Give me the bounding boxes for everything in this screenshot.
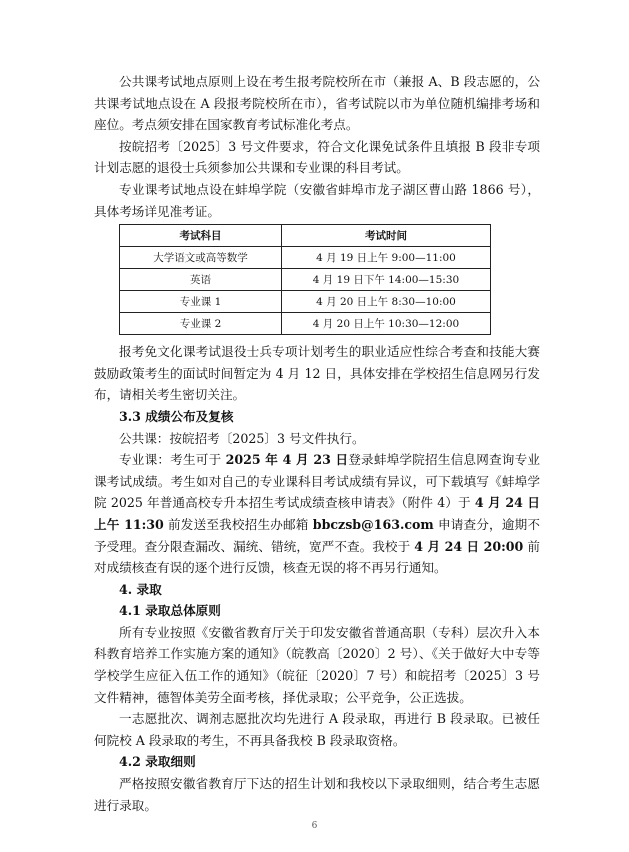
table-header-time: 考试时间 [282, 225, 491, 247]
paragraph-public-course-scores: 公共课：按皖招考〔2025〕3 号文件执行。 [119, 430, 365, 446]
score-text-1: 专业课：考生可于 [119, 452, 226, 468]
section-heading-4-2: 4.2 录取细则 [119, 754, 196, 770]
table-cell-subject: 英语 [120, 269, 282, 291]
paragraph-admission-order: 一志愿批次、调剂志愿批次均先进行 A 段录取，再进行 B 段录取。已被任何院校 A 段录取的考生，不再具备我校 B 段录取资格。 [94, 711, 540, 748]
table-cell-subject: 专业课 1 [120, 291, 282, 313]
section-heading-4: 4. 录取 [119, 581, 162, 597]
paragraph-admission-rules: 严格按照安徽省教育厅下达的招生计划和我校以下录取细则，结合考生志愿进行录取。 [94, 776, 540, 813]
table-cell-time: 4 月 19 日下午 14:00—15:30 [282, 269, 491, 291]
table-header-subject: 考试科目 [120, 225, 282, 247]
table-cell-subject: 大学语文或高等数学 [120, 247, 282, 269]
score-release-date: 2025 年 4 月 23 日 [225, 452, 349, 468]
table-row [120, 291, 491, 313]
table-cell-time: 4 月 20 日上午 10:30—12:00 [282, 313, 491, 335]
score-text-2: 登录蚌埠学院招生信息网查询专业课考试成绩。考生如对自己的专业课科目考试成绩有异议，可下载填写《蚌埠学院 2025 年普通高校专升本招生考试成绩查核申请表》（附件 4）于 [94, 452, 540, 511]
page-number: 6 [311, 821, 318, 831]
score-text-4: 申请查分，逾期不予受理。查分限查漏改、漏统、错统，宽严不查。我校于 [94, 516, 540, 554]
table-row [120, 269, 491, 291]
table-header-row [120, 225, 491, 247]
table-cell-subject: 专业课 2 [120, 313, 282, 335]
page-content [94, 71, 540, 816]
score-text-3: 前发送至我校招生办邮箱 [163, 516, 313, 532]
admission-email: bbczsb@163.com [312, 516, 434, 532]
table-row [120, 313, 491, 335]
paragraph-professional-exam-location: 专业课考试地点设在蚌埠学院（安徽省蚌埠市龙子湖区曹山路 1866 号），具体考场详见准考证。 [94, 181, 540, 219]
table-cell-time: 4 月 19 日上午 9:00—11:00 [282, 247, 491, 269]
exam-schedule-table [119, 224, 491, 335]
paragraph-professional-course-scores [94, 449, 540, 579]
paragraph-public-exam-location: 公共课考试地点原则上设在考生报考院校所在市（兼报 A、B 段志愿的，公共课考试地点设在 A 段报考院校所在市），省考试院以市为单位随机编排考场和座位。考点须安排在国家教育考试标准化考点。 [94, 74, 540, 133]
section-heading-3-3: 3.3 成绩公布及复核 [119, 408, 234, 424]
section-heading-4-1: 4.1 录取总体原则 [119, 603, 221, 619]
paragraph-interview-schedule: 报考免文化课考试退役士兵专项计划考生的职业适应性综合考查和技能大赛鼓励政策考生的面试时间暂定为 4 月 12 日，具体安排在学校招生信息网另行发布，请相关考生密切关注。 [94, 344, 540, 403]
table-cell-time: 4 月 20 日上午 8:30—10:00 [282, 291, 491, 313]
review-deadline: 4 月 24 日上午 11:30 [94, 495, 540, 532]
paragraph-admission-principles: 所有专业按照《安徽省教育厅关于印发安徽省普通高职（专科）层次升入本科教育培养工作实施方案的通知》（皖教高〔2020〕2 号）、《关于做好大中专等学校学生应征入伍工作的通知》（皖征〔2020〕7 号）和皖招考〔2025〕3 号文件精神，德智体美劳全面考核，择优录取；公平竞争，公正选拔。 [94, 624, 540, 705]
score-text-5: 前对成绩核查有误的逐个进行反馈，核查无误的将不再另行通知。 [94, 538, 540, 576]
paragraph-veteran-requirement: 按皖招考〔2025〕3 号文件要求，符合文化课免试条件且填报 B 段非专项计划志愿的退役士兵须参加公共课和专业课的科目考试。 [94, 138, 540, 176]
table-row [120, 247, 491, 269]
feedback-deadline: 4 月 24 日 20:00 [414, 538, 524, 554]
